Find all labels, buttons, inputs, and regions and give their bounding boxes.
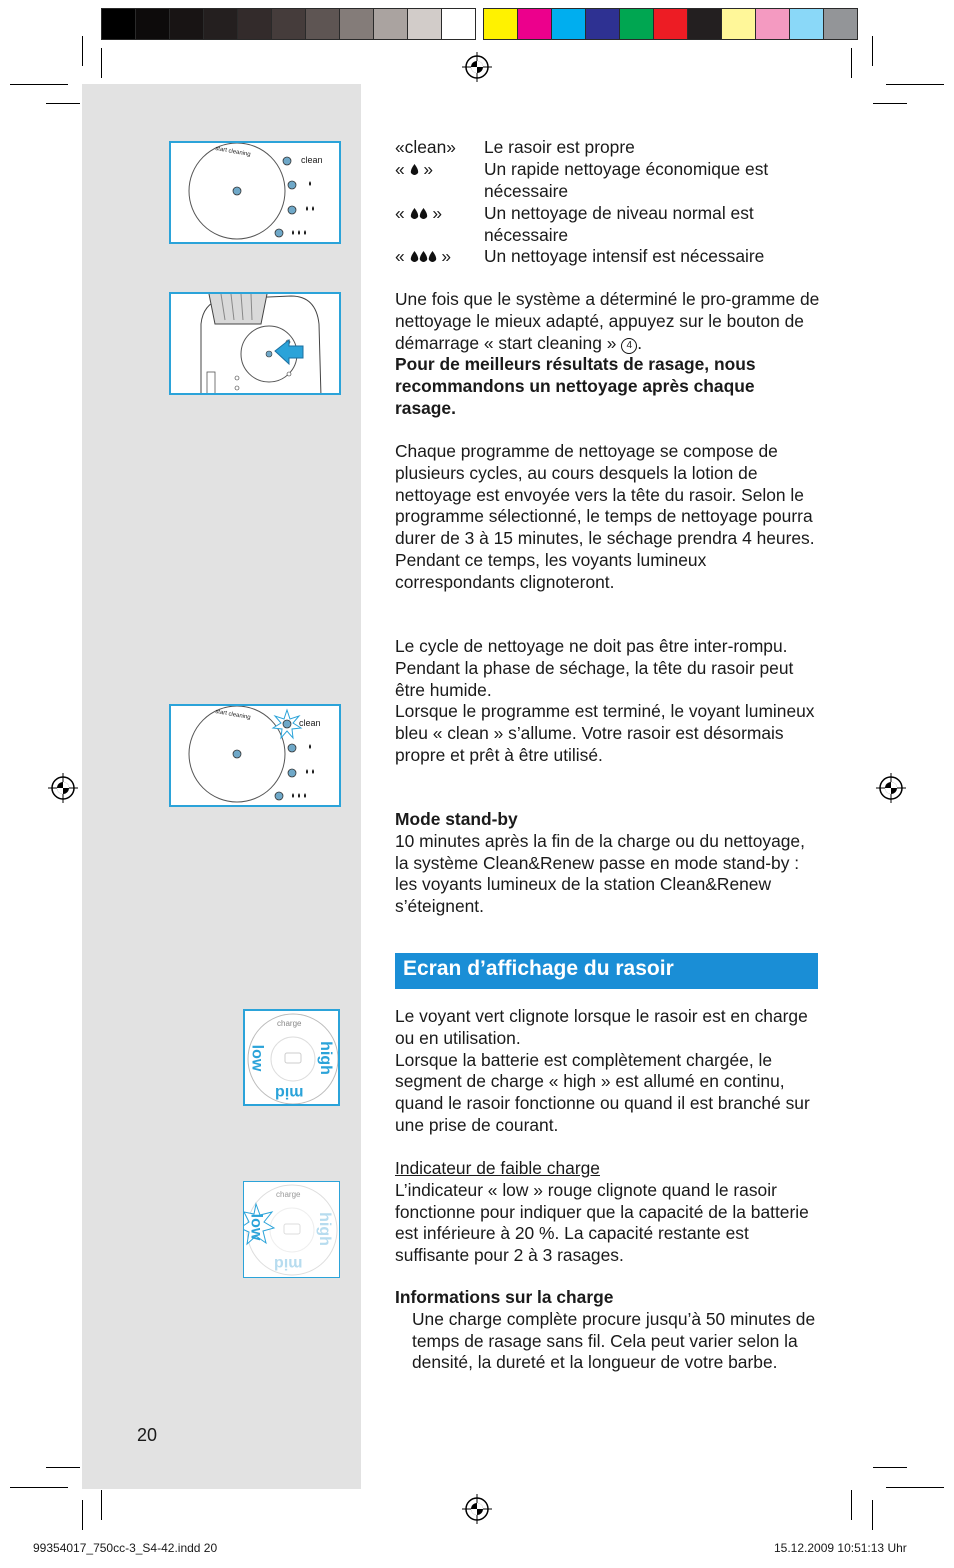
legend-three-drop-key: « » — [395, 246, 452, 266]
start-button-figure — [169, 292, 341, 395]
color-swatch — [755, 8, 790, 40]
color-swatch — [169, 8, 204, 40]
color-swatch — [585, 8, 620, 40]
charge-label: charge — [277, 1019, 302, 1028]
station-panel-figure — [169, 141, 341, 244]
low-charge-figure — [243, 1181, 340, 1278]
drop-icon — [428, 251, 437, 263]
high-label: high — [315, 1212, 333, 1246]
legend-two-drop-desc: Un nettoyage de niveau normal est nécessaire — [484, 203, 754, 245]
registration-mark-icon — [462, 52, 492, 82]
paragraph-cleaning-cycles: Chaque programme de nettoyage se compose de plusieurs cycles, au cours desquels la lotion de nettoyage est envoyée vers la tête du rasoir. Selon le programme sélectionné, le temps de nettoyage pourra durer de 3 à 15 minutes, le séchage prendra 4 heures. Pendant ce temps, les voyants lumineux correspondants clignoteront. — [395, 441, 815, 592]
crop-mark — [873, 103, 907, 104]
legend-one-drop-desc: Un rapide nettoyage économique est nécessaire — [484, 159, 769, 201]
start-cleaning-label: start cleaning — [214, 708, 251, 722]
slug-timestamp: 15.12.2009 10:51:13 Uhr — [774, 1541, 907, 1555]
color-swatch — [339, 8, 374, 40]
clean-label: clean — [301, 155, 323, 165]
high-label: high — [316, 1041, 334, 1075]
charge-info-body: Une charge complète procure jusqu’à 50 minutes de temps de rasage sans fil. Cela peut varier selon la densité, la dureté et la longueur de votre barbe. — [412, 1308, 816, 1373]
crop-mark — [101, 1490, 102, 1520]
section-heading-bar — [395, 953, 818, 989]
charge-info-section — [395, 1287, 820, 1374]
drop-icon — [419, 251, 428, 263]
station-front-illustration — [171, 294, 341, 395]
registration-mark-icon — [462, 1494, 492, 1524]
drop-icon — [410, 208, 419, 220]
low-charge-title: Indicateur de faible charge — [395, 1158, 600, 1178]
color-swatch — [483, 8, 518, 40]
crop-mark — [886, 84, 944, 85]
charge-display-figure — [243, 1009, 340, 1106]
charge-label: charge — [276, 1190, 301, 1199]
paragraph-do-not-interrupt: Le cycle de nettoyage ne doit pas être inter-rompu. Pendant la phase de séchage, la tête du rasoir peut être humide. Lorsque le programme est terminé, le voyant lumineux bleu « clean » s’allume. Votre rasoir est désormais propre et prêt à être utilisé. — [395, 636, 815, 765]
crop-mark — [872, 36, 873, 66]
reference-number-4: 4 — [621, 338, 637, 354]
crop-mark — [46, 1467, 80, 1468]
drop-icon — [410, 164, 419, 176]
legend-clean-desc: Le rasoir est propre — [484, 137, 635, 157]
crop-mark — [10, 1487, 68, 1488]
standby-section — [395, 809, 820, 918]
low-label: low — [248, 1044, 266, 1072]
legend-two-drop-key: « » — [395, 203, 443, 223]
color-bar-colors — [483, 8, 857, 40]
station-clean-lit-figure — [169, 704, 341, 807]
color-swatch — [551, 8, 586, 40]
drop-icon — [419, 208, 428, 220]
paragraph-start-cleaning: Une fois que le système a déterminé le pro-gramme de nettoyage le mieux adapté, appuyez sur le bouton de démarrage « start cleaning » 4 . Pour de meilleurs résultats de rasage, nous recommandons un nettoyage après chaque rasage. — [395, 289, 820, 418]
color-swatch — [407, 8, 442, 40]
legend-three-drop-desc: Un nettoyage intensif est nécessaire — [484, 246, 765, 266]
crop-mark — [851, 48, 852, 78]
crop-mark — [101, 48, 102, 78]
color-bar-grays — [101, 8, 475, 40]
crop-mark — [886, 1487, 944, 1488]
crop-mark — [10, 84, 68, 85]
color-swatch — [823, 8, 858, 40]
color-swatch — [721, 8, 756, 40]
crop-mark — [82, 36, 83, 66]
registration-mark-icon — [48, 773, 78, 803]
color-swatch — [653, 8, 688, 40]
color-swatch — [789, 8, 824, 40]
drop-icon — [410, 251, 419, 263]
color-swatch — [237, 8, 272, 40]
page-number: 20 — [137, 1425, 158, 1445]
paragraph-green-light: Le voyant vert clignote lorsque le rasoir est en charge ou en utilisation. Lorsque la batterie est complètement chargée, le segment de charge « high » est allumé en continu, quand le rasoir fonctionne ou quand il est branché sur une prise de courant. — [395, 1006, 810, 1135]
low-charge-body: L’indicateur « low » rouge clignote quand le rasoir fonctionne pour indiquer que la capacité de la batterie est inférieure à 20 %. La capacité restante est suffisante pour 2 à 3 rasages. — [395, 1179, 809, 1266]
color-swatch — [619, 8, 654, 40]
registration-mark-icon — [876, 773, 906, 803]
crop-mark — [46, 103, 80, 104]
color-swatch — [101, 8, 136, 40]
color-swatch — [203, 8, 238, 40]
crop-mark — [82, 1500, 83, 1530]
low-charge-section — [395, 1158, 820, 1267]
mid-label: mid — [275, 1084, 304, 1101]
crop-mark — [851, 1490, 852, 1520]
color-swatch — [441, 8, 476, 40]
mid-label: mid — [274, 1255, 303, 1272]
legend-clean-key: «clean» — [395, 137, 456, 157]
clean-label: clean — [299, 718, 321, 728]
color-swatch — [271, 8, 306, 40]
slug-file-info: 99354017_750cc-3_S4-42.indd 20 — [33, 1541, 218, 1555]
start-cleaning-label: start cleaning — [214, 145, 251, 159]
crop-mark — [872, 1500, 873, 1530]
low-label: low — [247, 1213, 265, 1241]
color-swatch — [687, 8, 722, 40]
legend-one-drop-key: « » — [395, 159, 434, 179]
section-heading: Ecran d’affichage du rasoir — [403, 957, 674, 980]
color-swatch — [135, 8, 170, 40]
color-swatch — [373, 8, 408, 40]
standby-title: Mode stand-by — [395, 809, 518, 829]
crop-mark — [873, 1467, 907, 1468]
recommendation-bold: Pour de meilleurs résultats de rasage, nous recommandons un nettoyage après chaque rasage. — [395, 354, 756, 418]
standby-body: 10 minutes après la fin de la charge ou du nettoyage, la système Clean&Renew passe en mode stand-by : les voyants lumineux de la station Clean&Renew s’éteignent. — [395, 830, 805, 917]
charge-info-title: Informations sur la charge — [395, 1287, 614, 1307]
color-swatch — [305, 8, 340, 40]
color-swatch — [517, 8, 552, 40]
